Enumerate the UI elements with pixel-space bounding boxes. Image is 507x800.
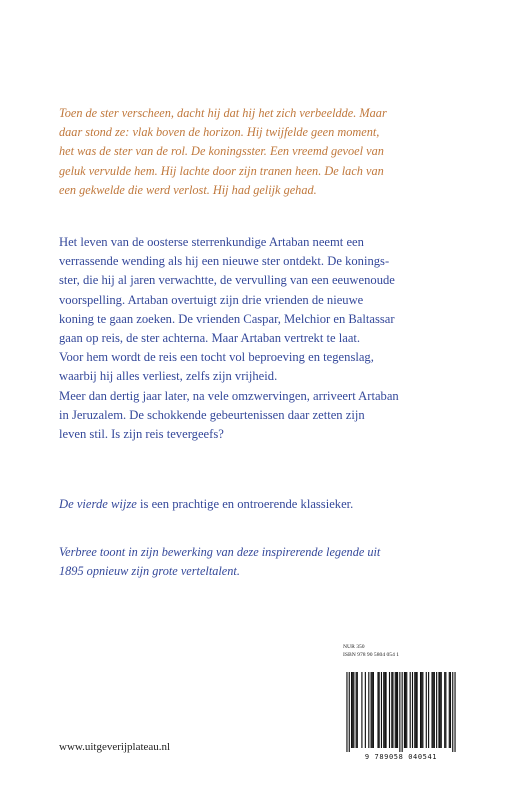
isbn-number: ISBN 978 90 5804 054 1 xyxy=(343,652,400,658)
barcode-bar xyxy=(392,672,393,748)
barcode-bar xyxy=(426,672,427,748)
barcode-bar xyxy=(352,672,353,748)
closing-statement xyxy=(59,543,459,581)
blurb-paragraph xyxy=(59,233,459,444)
barcode-bar xyxy=(365,672,366,748)
barcode-bar xyxy=(428,672,429,748)
quote-line: daar stond ze: vlak boven de horizon. Hij twijfelde geen moment, xyxy=(59,125,380,140)
barcode-bar xyxy=(361,672,362,748)
barcode-bar xyxy=(420,672,421,748)
isbn-barcode xyxy=(341,668,461,764)
blurb-line: leven stil. Is zijn reis tevergeefs? xyxy=(59,427,224,442)
barcode-bar xyxy=(356,672,357,748)
barcode-bar xyxy=(412,672,413,748)
barcode-bar xyxy=(445,672,446,748)
barcode-bar xyxy=(377,672,378,748)
blurb-line: Het leven van de oosterse sterrenkundige Artaban neemt een xyxy=(59,235,364,249)
blurb-line: in Jeruzalem. De schokkende gebeurtenissen daar zetten zijn xyxy=(59,407,365,422)
quote-line: een gekwelde die werd verlost. Hij had gelijk gehad. xyxy=(59,182,317,197)
barcode-bar xyxy=(434,672,435,748)
barcode-bar xyxy=(441,672,442,748)
barcode-bar xyxy=(450,672,451,748)
blurb-line: voorspelling. Artaban overtuigt zijn drie vrienden de nieuwe xyxy=(59,292,364,307)
barcode-bar xyxy=(415,672,416,748)
barcode-bar xyxy=(452,672,453,752)
barcode-bar xyxy=(422,672,423,748)
barcode-bar xyxy=(371,672,372,748)
barcode-bar xyxy=(346,672,347,752)
publication-meta xyxy=(343,643,399,659)
barcode-bar xyxy=(436,672,437,748)
barcode-bar xyxy=(417,672,418,748)
barcode-bar xyxy=(402,672,403,752)
quote-line: Toen de ster verscheen, dacht hij dat hij het zich verbeeldde. Maar xyxy=(59,106,387,120)
barcode-bar xyxy=(389,672,390,748)
barcode-bar xyxy=(357,672,358,748)
barcode-bar xyxy=(385,672,386,748)
tagline-text: is een prachtige en ontroerende klassieker. xyxy=(136,497,354,511)
barcode-bar xyxy=(438,672,439,748)
barcode-bar xyxy=(404,672,405,748)
barcode-bar xyxy=(351,672,352,748)
closing-line: 1895 opnieuw zijn grote verteltalent. xyxy=(59,564,240,579)
barcode-bar xyxy=(381,672,382,748)
barcode-bar xyxy=(397,672,398,748)
barcode-bar xyxy=(383,672,384,748)
quote-line: het was de ster van de rol. De koningsster. Een vreemd gevoel van xyxy=(59,144,384,159)
barcode-bar xyxy=(391,672,392,748)
blurb-line: Voor hem wordt de reis een tocht vol beproeving en tegenslag, xyxy=(59,350,374,365)
blurb-line: koning te gaan zoeken. De vrienden Caspar, Melchior en Baltassar xyxy=(59,311,395,326)
barcode-bar xyxy=(405,672,406,748)
barcode-bar xyxy=(372,672,373,748)
barcode-bar xyxy=(395,672,396,748)
barcode-bars xyxy=(341,668,461,754)
nur-code: NUR 350 xyxy=(343,644,365,650)
excerpt-quote xyxy=(59,104,454,200)
blurb-line: waarbij hij alles verliest, zelfs zijn vrijheid. xyxy=(59,369,278,384)
barcode-bar xyxy=(444,672,445,748)
publisher-website[interactable]: www.uitgeverijplateau.nl xyxy=(59,741,171,753)
barcode-bar xyxy=(421,672,422,748)
barcode-bar xyxy=(433,672,434,748)
barcode-digits: 9 789058 040541 xyxy=(364,753,438,761)
barcode-bar xyxy=(368,672,369,748)
barcode-bar xyxy=(454,672,455,752)
barcode-bar xyxy=(349,672,350,752)
quote-line: geluk vervulde hem. Hij lachte door zijn tranen heen. De lach van xyxy=(59,163,384,178)
barcode-bar xyxy=(431,672,432,748)
blurb-line: Meer dan dertig jaar later, na vele omzwervingen, arriveert Artaban xyxy=(59,388,399,403)
barcode-bar xyxy=(399,672,400,752)
barcode-bar xyxy=(353,672,354,748)
barcode-bar xyxy=(384,672,385,748)
barcode-bar xyxy=(440,672,441,748)
barcode-bar xyxy=(414,672,415,748)
barcode-bar xyxy=(410,672,411,748)
barcode-bar xyxy=(396,672,397,748)
barcode-bar xyxy=(373,672,374,748)
book-title: De vierde wijze xyxy=(59,497,137,511)
blurb-line: gaan op reis, de ster achterna. Maar Artaban vertrekt te laat. xyxy=(59,331,361,346)
blurb-line: verrassende wending als hij een nieuwe ster ontdekt. De konings- xyxy=(59,254,390,269)
tagline xyxy=(59,495,459,514)
barcode-bar xyxy=(379,672,380,748)
closing-line: Verbree toont in zijn bewerking van deze inspirerende legende uit xyxy=(59,545,381,559)
blurb-line: ster, die hij al jaren verwachtte, de vervulling van een eeuwenoude xyxy=(59,273,395,288)
barcode-bar xyxy=(449,672,450,748)
barcode-bar xyxy=(406,672,407,748)
